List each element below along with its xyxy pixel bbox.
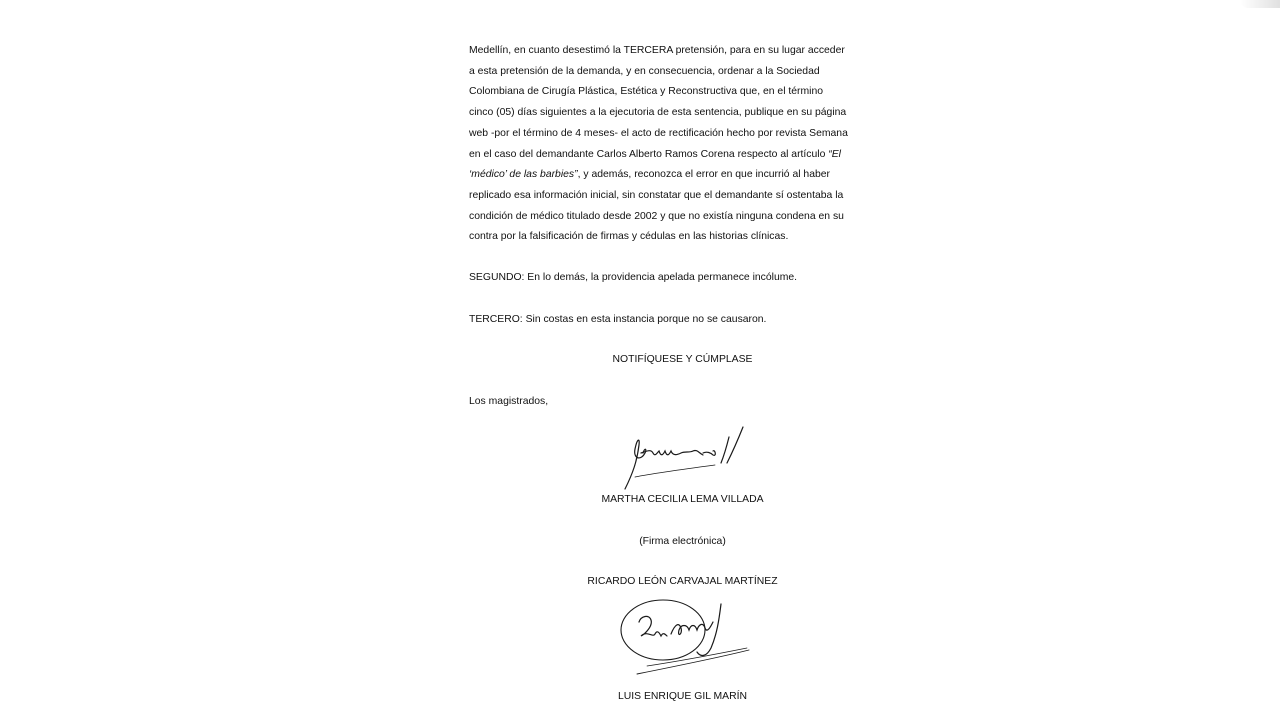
notification-heading: NOTIFÍQUESE Y CÚMPLASE	[612, 354, 753, 365]
signature-image-luis	[617, 594, 757, 679]
italic-quote: ‘médico’ de las barbies”	[469, 169, 578, 181]
text-line: Medellín, en cuanto desestimó la TERCERA pretensión, para en su lugar acceder	[469, 45, 845, 56]
paragraph-primero-continuation	[469, 41, 896, 248]
paragraph-tercero: TERCERO: Sin costas en esta instancia porque no se causaron.	[469, 314, 767, 325]
signatory-name-luis: LUIS ENRIQUE GIL MARÍN	[618, 691, 747, 702]
text-line: condición de médico titulado desde 2002 y que no existía ninguna condena en su	[469, 210, 844, 222]
text-segment: en el caso del demandante Carlos Alberto Ramos Corena respecto al artículo	[469, 148, 826, 160]
signatory-name-martha: MARTHA CECILIA LEMA VILLADA	[601, 494, 764, 505]
text-line: replicado esa información inicial, sin constatar que el demandante sí ostentaba la	[469, 189, 844, 201]
scroll-shadow	[1240, 0, 1280, 8]
text-line	[469, 145, 896, 166]
text-line: Colombiana de Cirugía Plástica, Estética y Reconstructiva que, en el término	[469, 86, 824, 98]
paragraph-segundo: SEGUNDO: En lo demás, la providencia apelada permanece incólume.	[469, 272, 798, 283]
text-line: cinco (05) días siguientes a la ejecutoria de esta sentencia, publique en su página	[469, 107, 847, 119]
italic-text: “El	[828, 148, 841, 160]
signatory-name-ricardo: RICARDO LEÓN CARVAJAL MARTÍNEZ	[587, 576, 778, 587]
text-line	[469, 165, 896, 186]
text-segment: , y además, reconozca el error en que incurrió al haber	[577, 169, 830, 181]
text-line: a esta pretensión de la demanda, y en consecuencia, ordenar a la Sociedad	[469, 65, 820, 77]
text-line: contra por la falsificación de firmas y cédulas en las historias clínicas.	[469, 231, 789, 243]
signature-image-martha	[615, 423, 745, 493]
magistrados-label: Los magistrados,	[469, 396, 549, 407]
electronic-signature-note: (Firma electrónica)	[639, 536, 726, 547]
text-line: web -por el término de 4 meses- el acto de rectificación hecho por revista Semana	[469, 127, 848, 139]
